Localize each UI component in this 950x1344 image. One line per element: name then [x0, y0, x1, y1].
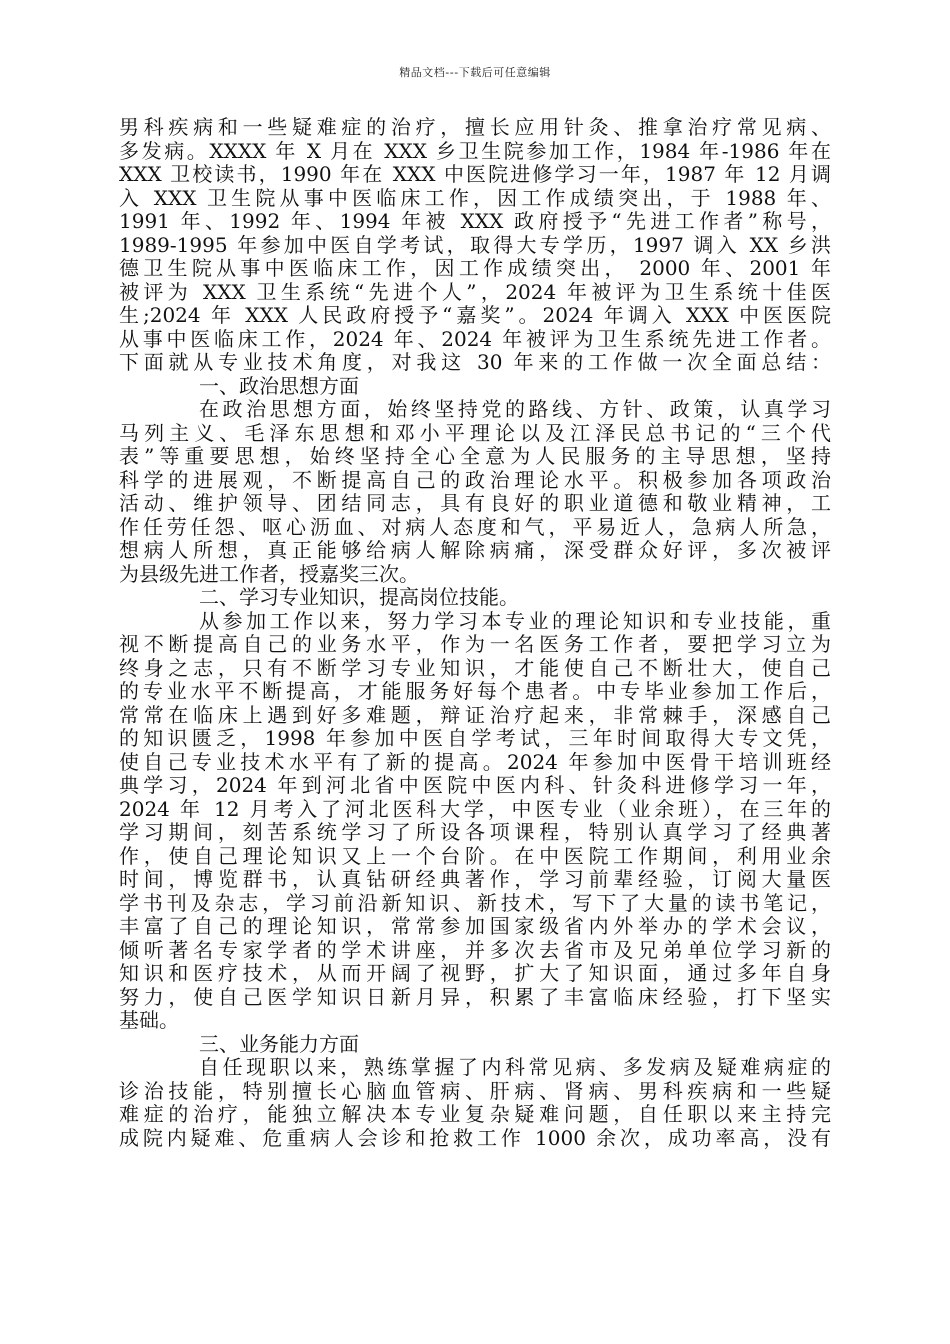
- body-text-line: 学书刊及杂志，学习前沿新知识、新技术，写下了大量的读书笔记，: [119, 890, 831, 915]
- body-text-line: 时间，博览群书，认真钻研经典著作，学习前辈经验，订阅大量医: [119, 867, 831, 891]
- body-text-line: 生;2024 年 XXX 人民政府授予“嘉奖”。2024 年调入 XXX 中医医院: [119, 303, 831, 327]
- body-text-line: 终身之志，只有不断学习专业知识，才能使自己不断壮大，使自己: [119, 655, 831, 680]
- body-text-line: 多发病。XXXX 年 X 月在 XXX 乡卫生院参加工作，1984 年-1986 年在: [119, 138, 831, 163]
- body-text-line: 学习期间，刻苦系统学习了所设各项课程，特别认真学习了经典著: [119, 820, 831, 844]
- body-text-line: 典学习，2024 年到河北省中医院中医内科、针灸科进修学习一年，: [119, 773, 831, 797]
- body-text-line: 马列主义、毛泽东思想和邓小平理论以及江泽民总书记的“三个代: [119, 420, 831, 445]
- body-text-line: 的专业水平不断提高，才能服务好每个患者。中专毕业参加工作后，: [119, 679, 831, 703]
- body-text-line: 从事中医临床工作，2024 年、2024 年被评为卫生系统先进工作者。: [119, 326, 831, 351]
- body-text-line: 基础。: [119, 1008, 179, 1032]
- body-text-line: 努力，使自己医学知识日新月异，积累了丰富临床经验，打下坚实: [119, 984, 831, 1009]
- body-text-line: 入 XXX 卫生院从事中医临床工作，因工作成绩突出，于 1988 年、: [119, 185, 831, 210]
- body-text-line: 想病人所想，真正能够给病人解除病痛，深受群众好评，多次被评: [119, 538, 831, 562]
- body-text-line: 倾听著名专家学者的学术讲座，并多次去省市及兄弟单位学习新的: [119, 937, 831, 962]
- body-text-line: 表”等重要思想，始终坚持全心全意为人民服务的主导思想，坚持: [119, 444, 831, 468]
- document-body: [119, 116, 831, 1150]
- body-text-line: 视不断提高自己的业务水平，作为一名医务工作者，要把学习立为: [119, 632, 831, 656]
- body-text-line: 为县级先进工作者，授嘉奖三次。: [119, 561, 419, 586]
- body-text-line: 德卫生院从事中医临床工作，因工作成绩突出， 2000 年、2001 年: [119, 256, 831, 280]
- page-header: 精品文档---下载后可任意编辑: [399, 66, 551, 79]
- body-text-line: 2024 年 12 月考入了河北医科大学，中医专业（业余班），在三年的: [119, 796, 831, 821]
- body-text-line: 使自己专业技术水平有了新的提高。2024 年参加中医骨干培训班经: [119, 749, 831, 774]
- body-text-line: 一、政治思想方面: [199, 373, 359, 398]
- body-text-line: 自任现职以来，熟练掌握了内科常见病、多发病及疑难病症的: [199, 1055, 831, 1079]
- body-text-line: 科学的进展观，不断提高自己的政治理论水平。积极参加各项政治: [119, 467, 831, 492]
- body-text-line: 作，使自己理论知识又上一个台阶。在中医院工作期间，利用业余: [119, 843, 831, 868]
- body-text-line: 成院内疑难、危重病人会诊和抢救工作 1000 余次，成功率高，没有: [119, 1125, 831, 1150]
- body-text-line: 二、学习专业知识，提高岗位技能。: [199, 585, 519, 609]
- body-text-line: 的知识匮乏，1998 年参加中医自学考试，三年时间取得大专文凭，: [119, 726, 831, 750]
- body-text-line: 1991 年、1992 年、1994 年被 XXX 政府授予“先进工作者”称号，: [119, 209, 831, 233]
- body-text-line: 在政治思想方面，始终坚持党的路线、方针、政策，认真学习: [199, 397, 831, 421]
- body-text-line: 被评为 XXX 卫生系统“先进个人”，2024 年被评为卫生系统十佳医: [119, 279, 831, 304]
- body-text-line: 从参加工作以来，努力学习本专业的理论知识和专业技能，重: [199, 608, 831, 633]
- body-text-line: 活动、维护领导、团结同志，具有良好的职业道德和敬业精神，工: [119, 491, 831, 515]
- body-text-line: 作任劳任怨、呕心沥血、对病人态度和气，平易近人，急病人所急，: [119, 514, 831, 539]
- body-text-line: 难症的治疗，能独立解决本专业复杂疑难问题，自任职以来主持完: [119, 1102, 831, 1126]
- body-text-line: XXX 卫校读书，1990 年在 XXX 中医院进修学习一年，1987 年 12 月调: [119, 162, 831, 186]
- body-text-line: 男科疾病和一些疑难症的治疗，擅长应用针灸、推拿治疗常见病、: [119, 115, 831, 139]
- body-text-line: 下面就从专业技术角度，对我这 30 年来的工作做一次全面总结：: [119, 350, 831, 374]
- body-text-line: 知识和医疗技术，从而开阔了视野，扩大了知识面，通过多年自身: [119, 961, 831, 985]
- body-text-line: 三、业务能力方面: [199, 1031, 359, 1056]
- body-text-line: 诊治技能，特别擅长心脑血管病、肝病、肾病、男科疾病和一些疑: [119, 1078, 831, 1103]
- body-text-line: 常常在临床上遇到好多难题，辩证治疗起来，非常棘手，深感自己: [119, 702, 831, 727]
- body-text-line: 丰富了自己的理论知识，常常参加国家级省内外举办的学术会议，: [119, 914, 831, 938]
- body-text-line: 1989-1995 年参加中医自学考试，取得大专学历，1997 调入 XX 乡洪: [119, 232, 831, 257]
